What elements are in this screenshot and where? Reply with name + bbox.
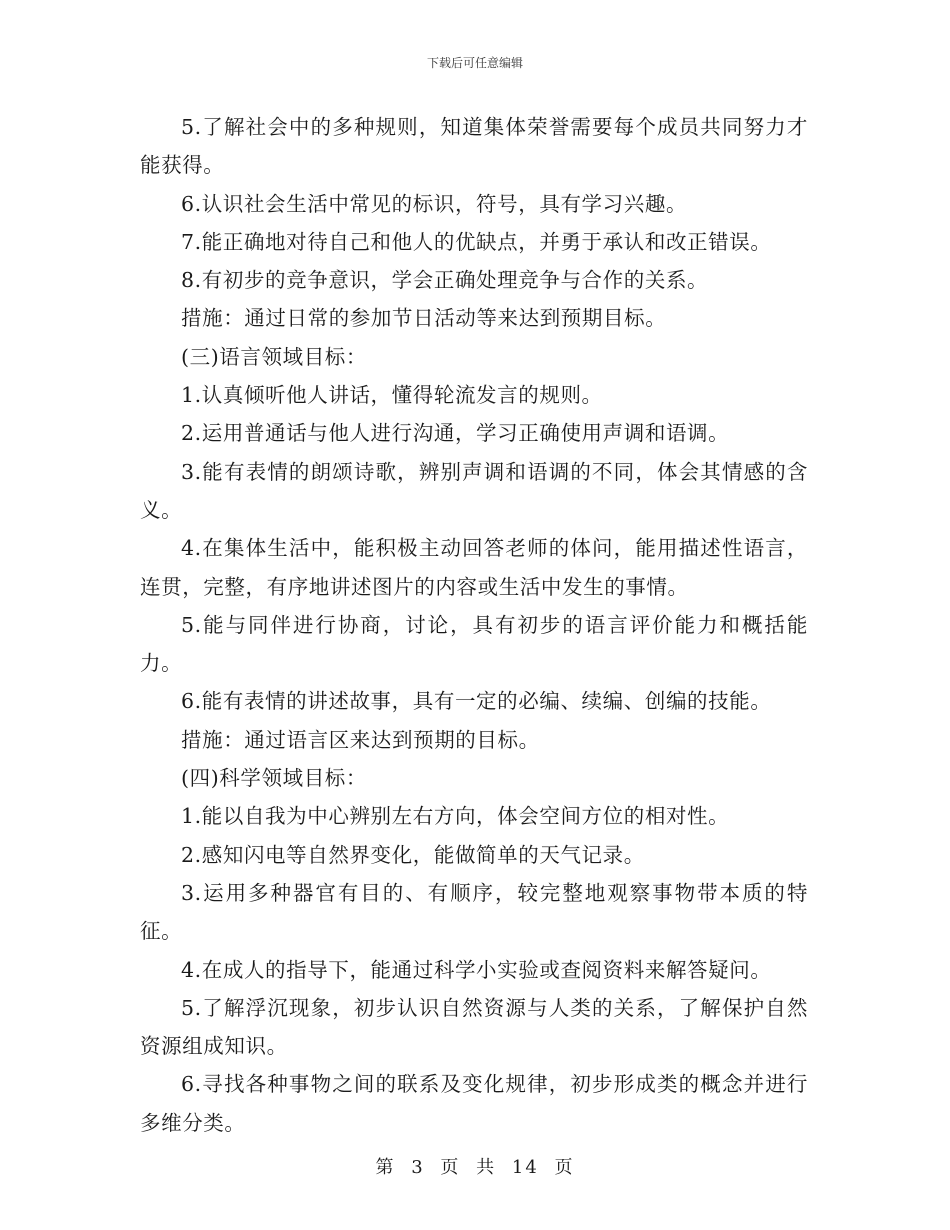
section-heading: (四)科学领域目标： bbox=[181, 766, 367, 791]
section-heading: (三)语言领域目标： bbox=[181, 344, 367, 369]
paragraph: 5.能与同伴进行协商，讨论，具有初步的语言评价能力和概括能力。 bbox=[140, 612, 808, 676]
paragraph: 5.了解社会中的多种规则，知道集体荣誉需要每个成员共同努力才能获得。 bbox=[140, 115, 808, 178]
paragraph: 4.在成人的指导下，能通过科学小实验或查阅资料来解答疑问。 bbox=[181, 957, 772, 982]
page-header: 下载后可任意编辑 bbox=[426, 56, 523, 70]
paragraph: 6.寻找各种事物之间的联系及变化规律，初步形成类的概念并进行多维分类。 bbox=[140, 1072, 808, 1135]
total-pages-number: 14 bbox=[511, 1157, 539, 1178]
paragraph: 1.能以自我为中心辨别左右方向，体会空间方位的相对性。 bbox=[181, 804, 730, 829]
paragraph: 2.感知闪电等自然界变化，能做简单的天气记录。 bbox=[181, 842, 645, 867]
footer-page-unit: 页 bbox=[440, 1157, 461, 1178]
paragraph: 3.能有表情的朗颂诗歌，辨别声调和语调的不同，体会其情感的含义。 bbox=[140, 459, 808, 522]
paragraph: 3.运用多种器官有目的、有顺序，较完整地观察事物带本质的特征。 bbox=[140, 880, 808, 944]
paragraph: 4.在集体生活中，能积极主动回答老师的体问，能用描述性语言，连贯，完整，有序地讲述图片的内容或生活中发生的事情。 bbox=[140, 536, 808, 599]
paragraph: 措施：通过日常的参加节日活动等来达到预期目标。 bbox=[181, 306, 667, 331]
document-body bbox=[140, 108, 808, 1142]
paragraph: 5.了解浮沉现象，初步认识自然资源与人类的关系，了解保护自然资源组成知识。 bbox=[140, 995, 808, 1059]
footer-suffix: 页 bbox=[554, 1157, 575, 1178]
paragraph: 8.有初步的竞争意识，学会正确处理竞争与合作的关系。 bbox=[181, 268, 709, 293]
page-footer bbox=[0, 1153, 950, 1179]
paragraph: 6.认识社会生活中常见的标识，符号，具有学习兴趣。 bbox=[181, 191, 688, 216]
paragraph: 2.运用普通话与他人进行沟通，学习正确使用声调和语调。 bbox=[181, 421, 730, 446]
current-page-number: 3 bbox=[411, 1157, 425, 1178]
paragraph: 7.能正确地对待自己和他人的优缺点，并勇于承认和改正错误。 bbox=[181, 229, 772, 254]
paragraph: 措施：通过语言区来达到预期的目标。 bbox=[181, 727, 540, 752]
paragraph: 6.能有表情的讲述故事，具有一定的必编、续编、创编的技能。 bbox=[181, 689, 772, 714]
paragraph: 1.认真倾听他人讲话，懂得轮流发言的规则。 bbox=[181, 383, 603, 408]
footer-total-label: 共 bbox=[476, 1157, 497, 1178]
footer-prefix: 第 bbox=[375, 1157, 396, 1178]
